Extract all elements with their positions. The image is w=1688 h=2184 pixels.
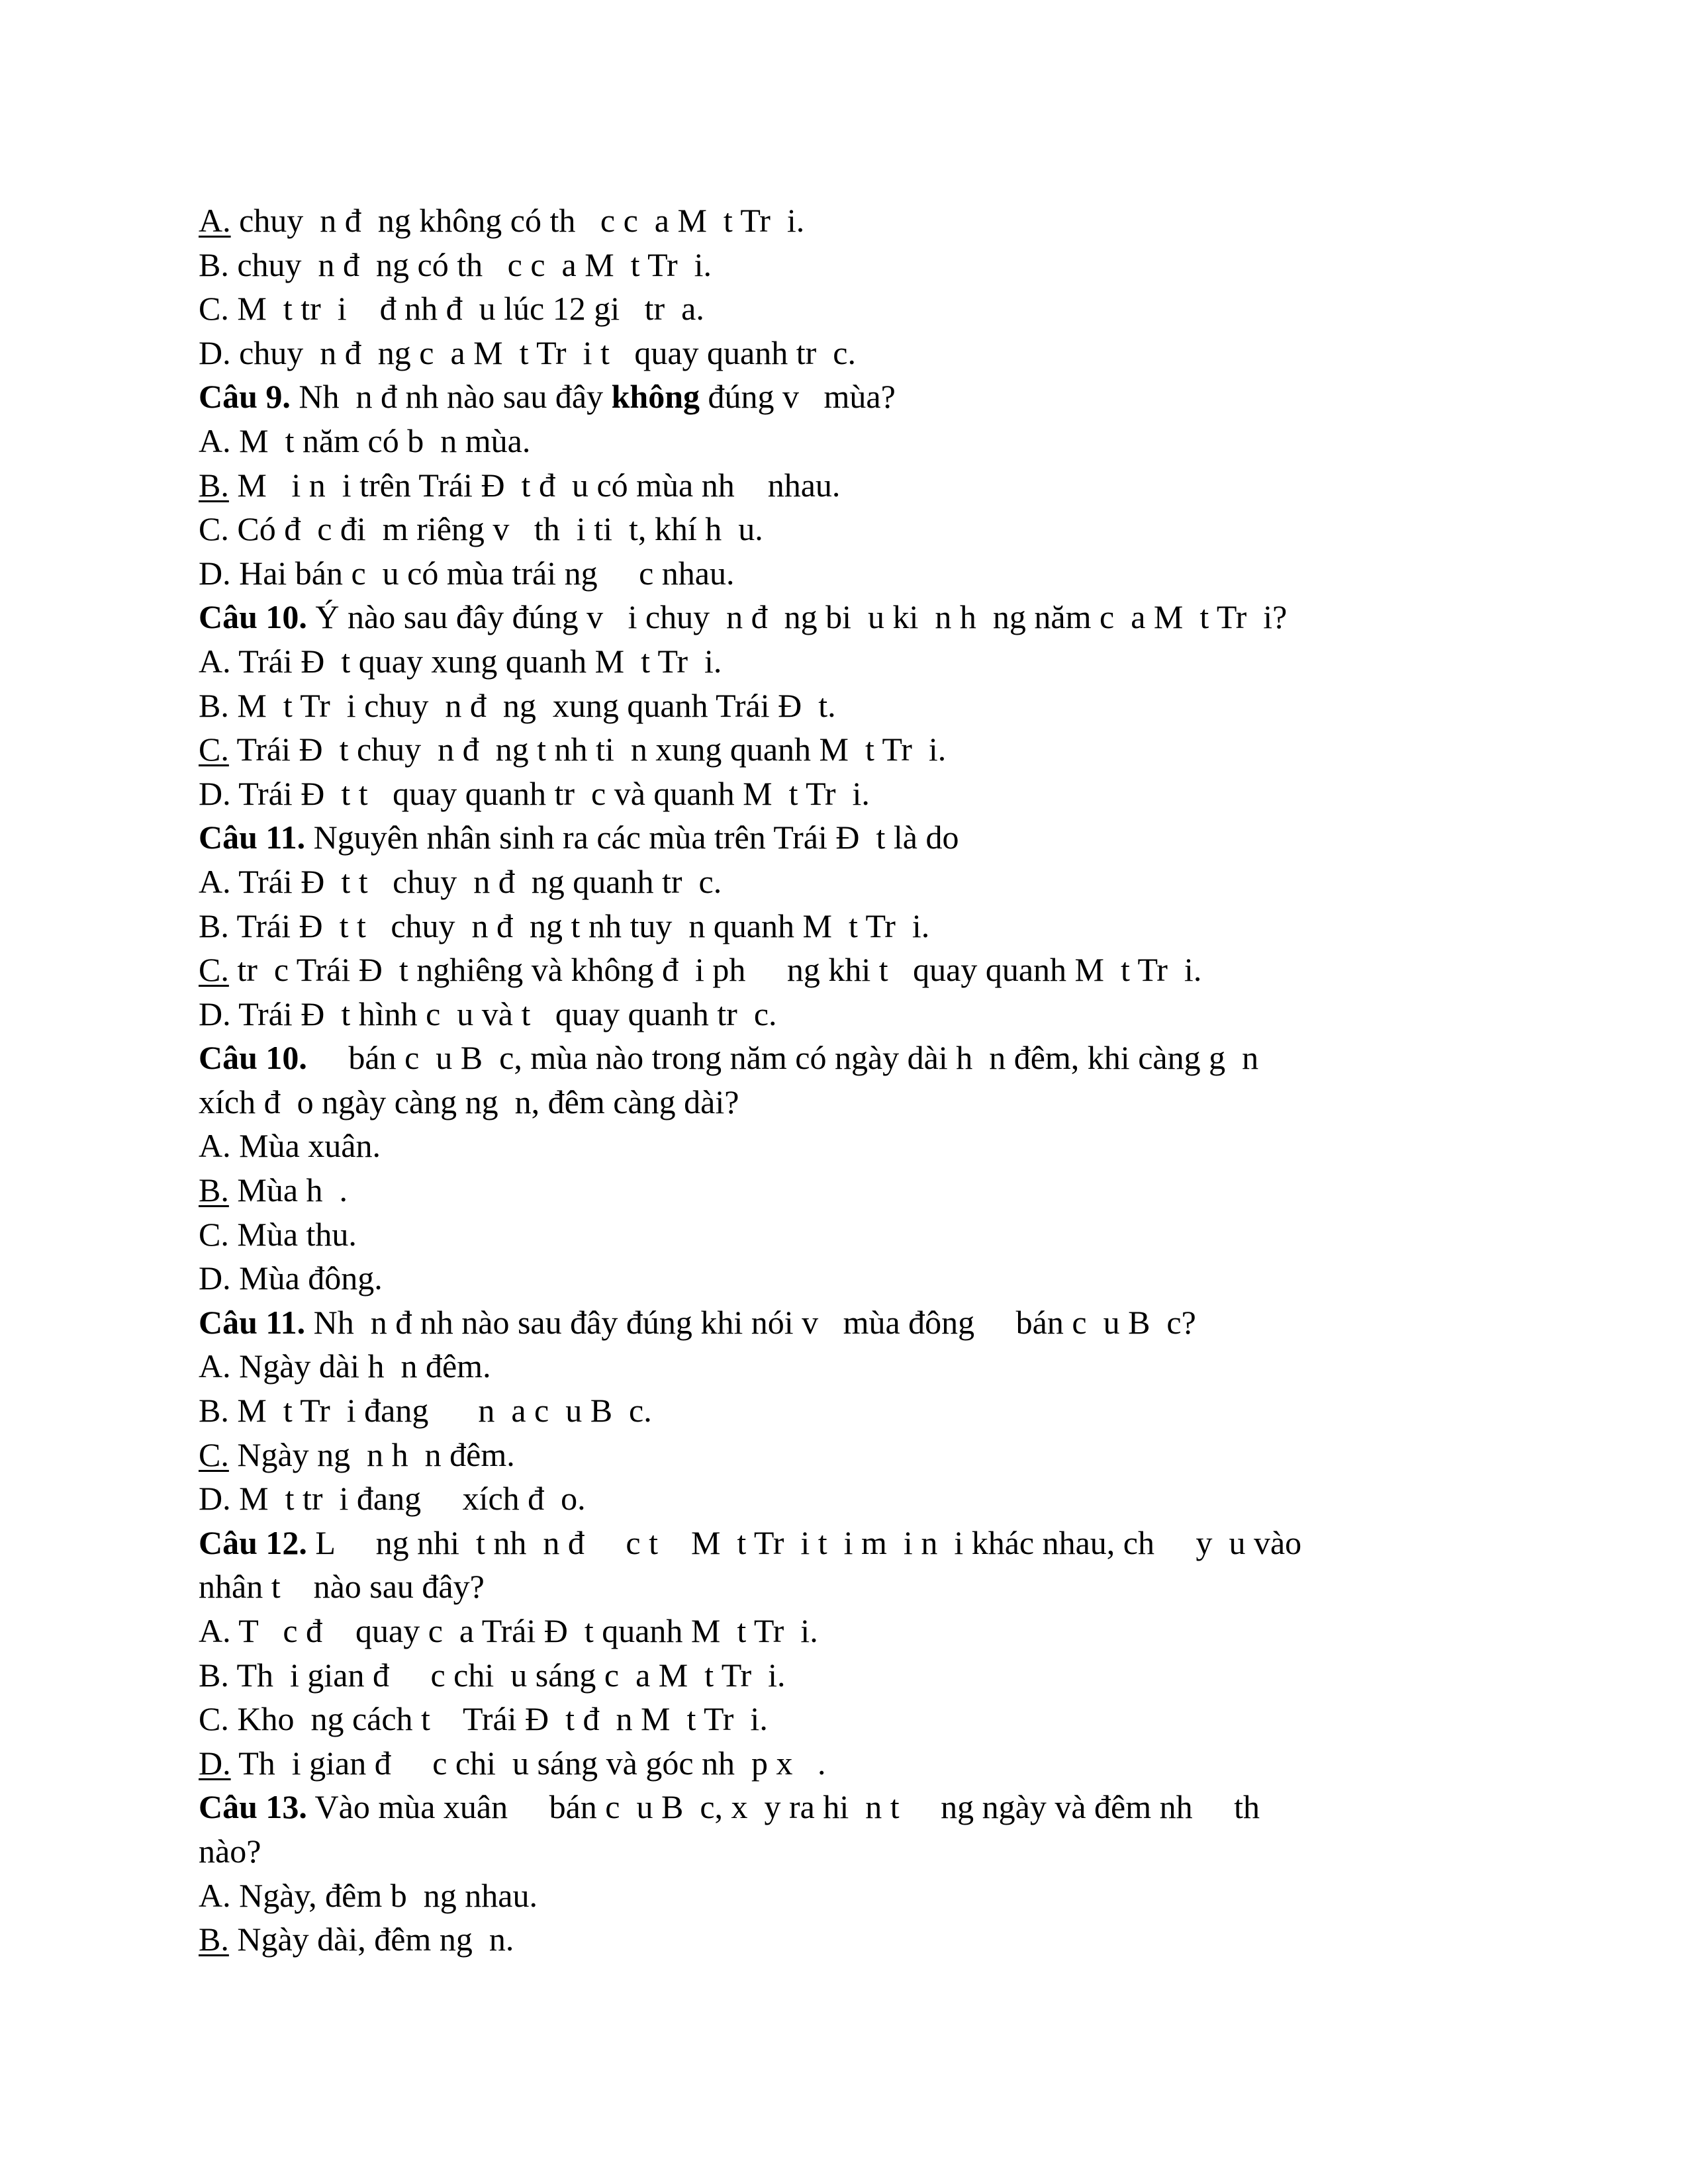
answer-option [199, 1874, 1523, 1918]
option-letter: B. [199, 1392, 229, 1430]
option-letter: B. [199, 1656, 229, 1694]
option-text: tr c Trái Đ t nghiêng và không đ i ph ng khi t quay quanh M t Tr i. [228, 951, 1202, 989]
option-text: Ngày dài, đêm ng n. [228, 1921, 514, 1958]
answer-option [199, 1344, 1523, 1388]
answer-option [199, 992, 1523, 1036]
option-text: Ngày, đêm b ng nhau. [230, 1876, 538, 1914]
option-letter: B. [199, 1171, 229, 1209]
option-letter: A. [199, 1127, 231, 1165]
question [199, 375, 1523, 419]
question-text: L ng nhi t nh n đ c t M t Tr i t i m i n i khác nhau, ch y u vào [306, 1524, 1302, 1561]
question-text: Vào mùa xuân bán c u B c, x y ra hi n t ng ngày và đêm nh th [306, 1788, 1260, 1826]
question-number: Câu 10. [199, 598, 307, 636]
answer-option [199, 1477, 1523, 1521]
answer-option [199, 684, 1523, 728]
option-letter: A. [199, 1612, 231, 1649]
option-letter: A. [199, 642, 231, 680]
answer-option-correct [199, 1917, 1523, 1962]
question-text: đúng v mùa? [700, 378, 896, 416]
answer-option [199, 1609, 1523, 1653]
option-text: Th i gian đ c chi u sáng và góc nh p x . [230, 1744, 826, 1782]
option-text: Th i gian đ c chi u sáng c a M t Tr i. [228, 1656, 786, 1694]
option-text: Kho ng cách t Trái Đ t đ n M t Tr i. [228, 1700, 768, 1738]
answer-option [199, 1653, 1523, 1698]
option-letter: D. [199, 995, 231, 1032]
question [199, 1300, 1523, 1345]
option-letter: D. [199, 1480, 231, 1518]
option-letter: A. [199, 422, 231, 459]
answer-option-correct [199, 199, 1523, 243]
question [199, 595, 1523, 639]
option-text: M t năm có b n mùa. [230, 422, 531, 459]
option-letter: B. [199, 466, 229, 504]
answer-option [199, 1212, 1523, 1257]
question-number: Câu 11. [199, 819, 306, 856]
question-emphasis: không [611, 378, 700, 416]
question-text: Nguyên nhân sinh ra các mùa trên Trái Đ t là do [305, 819, 959, 856]
option-letter: C. [199, 290, 229, 328]
question-continuation [199, 1565, 1523, 1609]
answer-option [199, 243, 1523, 287]
option-text: M t tr i đang xích đ o. [230, 1480, 586, 1518]
question [199, 1036, 1523, 1080]
answer-option [199, 639, 1523, 684]
option-letter: D. [199, 334, 231, 371]
option-text: Trái Đ t chuy n đ ng t nh ti n xung quanh M t Tr i. [228, 731, 947, 768]
question-text: nhân t nào sau đây? [199, 1568, 485, 1606]
option-text: Mùa thu. [228, 1215, 357, 1253]
answer-option [199, 860, 1523, 904]
option-letter: D. [199, 774, 231, 812]
question-continuation [199, 1829, 1523, 1874]
answer-option-correct [199, 1433, 1523, 1477]
answer-option [199, 331, 1523, 375]
question [199, 1785, 1523, 1829]
answer-option [199, 1256, 1523, 1300]
option-letter: C. [199, 951, 229, 989]
option-text: Trái Đ t quay xung quanh M t Tr i. [230, 642, 722, 680]
option-text: Ngày ng n h n đêm. [228, 1435, 515, 1473]
answer-option [199, 1388, 1523, 1433]
option-letter: D. [199, 554, 231, 592]
option-text: Hai bán c u có mùa trái ng c nhau. [230, 554, 735, 592]
answer-option [199, 551, 1523, 596]
answer-option-correct [199, 1168, 1523, 1212]
answer-option [199, 507, 1523, 551]
option-letter: D. [199, 1744, 231, 1782]
option-letter: C. [199, 731, 229, 768]
answer-option [199, 419, 1523, 463]
option-text: T c đ quay c a Trái Đ t quanh M t Tr i. [230, 1612, 818, 1649]
option-text: chuy n đ ng không có th c c a M t Tr i. [230, 202, 805, 239]
option-letter: A. [199, 1347, 231, 1385]
option-text: Trái Đ t t chuy n đ ng quanh tr c. [230, 862, 722, 900]
question-continuation [199, 1080, 1523, 1124]
question-text: bán c u B c, mùa nào trong năm có ngày dài h n đêm, khi càng g n [306, 1039, 1259, 1077]
option-text: Trái Đ t t quay quanh tr c và quanh M t Tr i. [230, 774, 870, 812]
option-text: Có đ c đi m riêng v th i ti t, khí h u. [228, 510, 763, 548]
question-text: Nh n đ nh nào sau đây đúng khi nói v mùa đông bán c u B c? [305, 1303, 1196, 1341]
answer-option-correct [199, 1741, 1523, 1786]
option-letter: C. [199, 1435, 229, 1473]
option-text: Trái Đ t t chuy n đ ng t nh tuy n quanh M t Tr i. [228, 907, 930, 944]
question-text: Nh n đ nh nào sau đây [290, 378, 612, 416]
question [199, 815, 1523, 860]
answer-option-correct [199, 727, 1523, 772]
option-text: Mùa đông. [230, 1259, 383, 1297]
option-text: Mùa xuân. [230, 1127, 381, 1165]
option-text: chuy n đ ng c a M t Tr i t quay quanh tr c. [230, 334, 856, 371]
option-letter: B. [199, 686, 229, 724]
question-text: xích đ o ngày càng ng n, đêm càng dài? [199, 1083, 739, 1120]
option-text: M t tr i đ nh đ u lúc 12 gi tr a. [228, 290, 704, 328]
answer-option-correct [199, 463, 1523, 508]
document-page [199, 199, 1523, 1962]
option-letter: B. [199, 907, 229, 944]
question-number: Câu 10. [199, 1039, 307, 1077]
option-letter: D. [199, 1259, 231, 1297]
option-text: M i n i trên Trái Đ t đ u có mùa nh nhau. [228, 466, 841, 504]
option-letter: B. [199, 1921, 229, 1958]
option-text: M t Tr i chuy n đ ng xung quanh Trái Đ t. [228, 686, 836, 724]
option-text: chuy n đ ng có th c c a M t Tr i. [228, 246, 712, 283]
answer-option [199, 1124, 1523, 1168]
answer-option [199, 287, 1523, 331]
option-letter: A. [199, 862, 231, 900]
option-letter: C. [199, 1700, 229, 1738]
question-number: Câu 9. [199, 378, 291, 416]
question-number: Câu 12. [199, 1524, 307, 1561]
answer-option [199, 1697, 1523, 1741]
option-text: Ngày dài h n đêm. [230, 1347, 491, 1385]
option-text: Mùa h . [228, 1171, 348, 1209]
option-letter: A. [199, 1876, 231, 1914]
option-text: M t Tr i đang n a c u B c. [228, 1392, 652, 1430]
question-text: Ý nào sau đây đúng v i chuy n đ ng bi u ki n h ng năm c a M t Tr i? [306, 598, 1288, 636]
answer-option [199, 904, 1523, 948]
question-number: Câu 11. [199, 1303, 306, 1341]
question-number: Câu 13. [199, 1788, 307, 1826]
answer-option-correct [199, 948, 1523, 992]
option-letter: B. [199, 246, 229, 283]
option-letter: C. [199, 1215, 229, 1253]
question-text: nào? [199, 1832, 261, 1870]
question [199, 1521, 1523, 1565]
option-letter: C. [199, 510, 229, 548]
option-letter: A. [199, 202, 231, 239]
answer-option [199, 772, 1523, 816]
option-text: Trái Đ t hình c u và t quay quanh tr c. [230, 995, 777, 1032]
